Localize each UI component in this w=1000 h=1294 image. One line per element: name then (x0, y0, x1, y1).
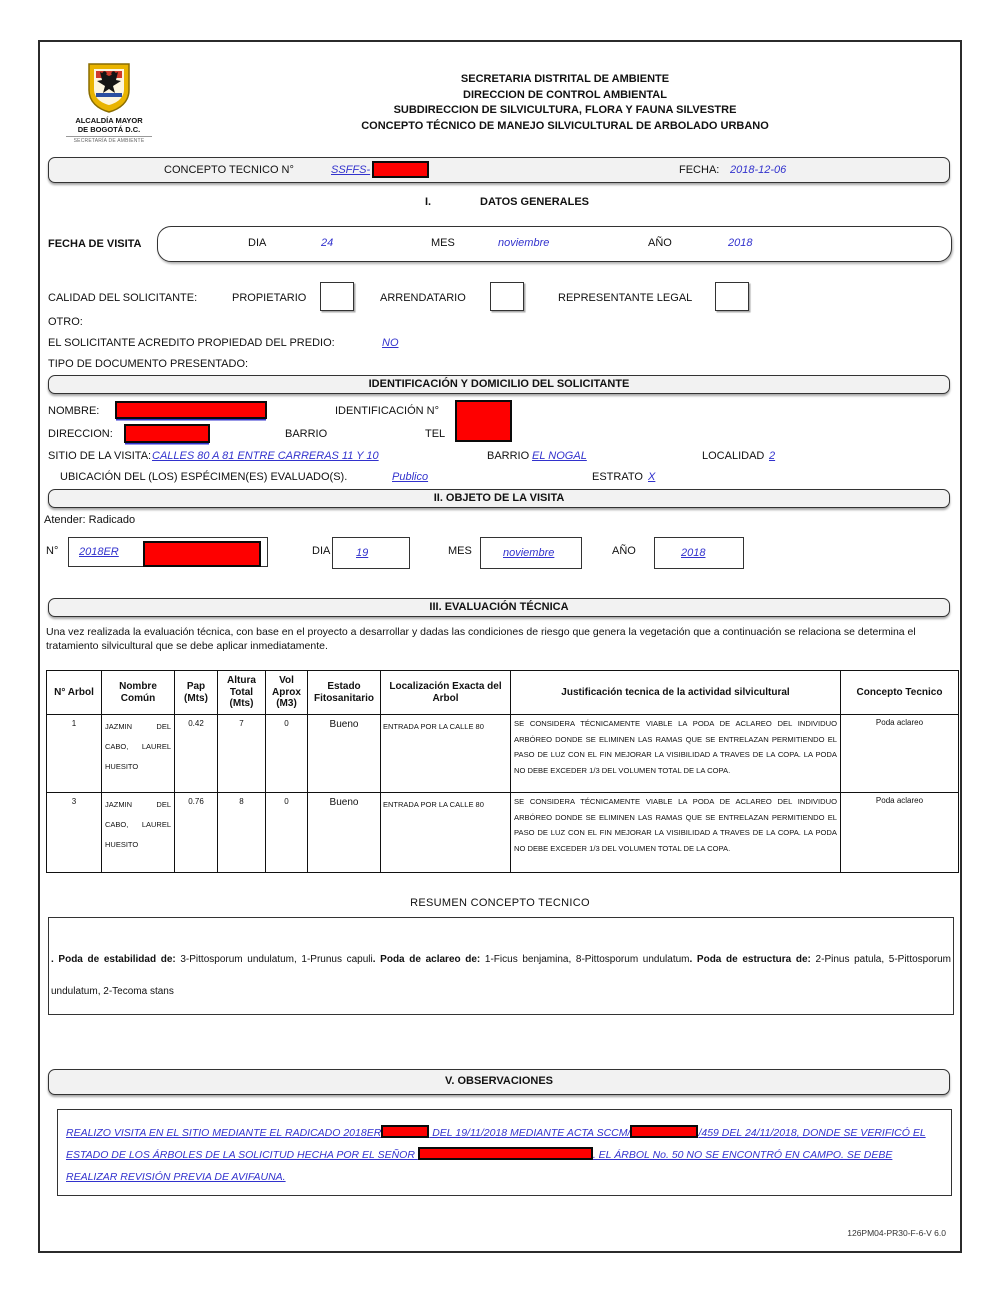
tipo-documento-label: TIPO DE DOCUMENTO PRESENTADO: (48, 358, 249, 370)
observaciones-paragraph (58, 1110, 951, 1188)
objeto-dia-field[interactable] (332, 537, 410, 569)
checkbox-representante-legal[interactable] (715, 282, 749, 311)
checkbox-arrendatario[interactable] (490, 282, 524, 311)
col-header-nombre-comun: Nombre Común (102, 671, 175, 715)
observaciones-section-title: V. OBSERVACIONES (445, 1075, 553, 1087)
objeto-mes-label: MES (448, 545, 472, 557)
title-line-1: SECRETARIA DISTRITAL DE AMBIENTE (460, 73, 670, 85)
cell-nombre: JAZMIN DEL CABO, LAUREL HUESITO (102, 793, 175, 873)
cell-concepto: Poda aclareo (841, 715, 959, 793)
evaluacion-intro-paragraph: Una vez realizada la evaluación técnica, con base en el proyecto a desarrollar y dadas las condiciones de riesgo que genera la vegetación que a continuación se relaciona se determina el tratamiento silvicultural que se debe aplicar inmediatamente. (46, 626, 916, 652)
form-code-footer: 126PM04-PR30-F-6-V 6.0 (847, 1228, 946, 1238)
document-title-block (210, 72, 920, 134)
opcion-representante-label: REPRESENTANTE LEGAL (558, 292, 693, 304)
resumen-seg: 1-Ficus benjamina, 8-Pittosporum undulatum (484, 954, 690, 965)
redaction-box (455, 400, 512, 442)
acredito-value[interactable]: NO (382, 337, 399, 349)
fecha-label: FECHA: (679, 164, 720, 176)
objeto-mes-value: noviembre (503, 547, 555, 559)
resumen-seg: 3-Pittosporum undulatum, 1-Prunus capuli (180, 954, 373, 965)
observaciones-section-band (48, 1069, 950, 1095)
redaction-box (418, 1147, 593, 1160)
cell-num: 1 (47, 715, 102, 793)
ubicacion-label: UBICACIÓN DEL (LOS) ESPÉCIMEN(ES) EVALUADO(S). (60, 471, 348, 483)
acredito-label: EL SOLICITANTE ACREDITO PROPIEDAD DEL PREDIO: (48, 337, 335, 349)
section-title-datos-generales: DATOS GENERALES (480, 196, 589, 208)
cell-estado: Bueno (308, 715, 381, 793)
estrato-value[interactable]: X (648, 471, 656, 483)
opcion-arrendatario-label: ARRENDATARIO (380, 292, 466, 304)
tel-label: TEL (425, 428, 446, 440)
observaciones-box (57, 1109, 952, 1196)
cell-num: 3 (47, 793, 102, 873)
resumen-seg: 2-Pinus patula, 5-Pittosporum undulatum, 2-Tecoma stans (51, 954, 952, 997)
cell-pap: 0.42 (175, 715, 218, 793)
evaluacion-section-title: III. EVALUACIÓN TÉCNICA (429, 601, 569, 613)
direccion-label: DIRECCION: (48, 428, 113, 440)
obs-seg: REALIZO VISITA EN EL SITIO MEDIANTE EL RADICADO 2018ER (66, 1127, 382, 1139)
fecha-visita-label: FECHA DE VISITA (48, 238, 142, 250)
cell-localizacion: ENTRADA POR LA CALLE 80 (381, 715, 511, 793)
logo-text-line1: ALCALDÍA MAYOR (75, 116, 143, 125)
ano-value[interactable]: 2018 (728, 237, 753, 249)
fecha-value: 2018-12-06 (730, 164, 787, 176)
cell-justificacion: SE CONSIDERA TÉCNICAMENTE VIABLE LA PODA DE ACLAREO DEL INDIVIDUO ARBÓREO DONDE SE ELIMINEN LAS RAMAS QUE SE ENTRELAZAN PERMITIENDO EL PASO DE LUZ CON EL FIN MEJORAR LA VISIBILIDAD A TRAVES DE LA COPA. LA PODA NO DEBE EXCEDER 1/3 DEL VOLUMEN TOTAL DE LA COPA. (511, 793, 841, 873)
redaction-box (143, 541, 261, 567)
evaluacion-section-band (48, 598, 950, 617)
evaluacion-table (46, 670, 959, 873)
objeto-ano-value: 2018 (681, 547, 706, 559)
resumen-seg-bold: . Poda de estabilidad de: (51, 954, 181, 965)
identificacion-section-title: IDENTIFICACIÓN Y DOMICILIO DEL SOLICITANTE (368, 378, 630, 390)
resumen-paragraph (49, 918, 953, 1008)
resumen-seg-bold: . Poda de estructura de: (689, 954, 816, 965)
objeto-ano-field[interactable] (654, 537, 744, 569)
fecha-visita-box (157, 226, 952, 262)
col-header-vol-aprox: Vol Aprox (M3) (266, 671, 308, 715)
concepto-numero-label: CONCEPTO TECNICO N° (164, 164, 294, 176)
col-header-justificacion: Justificación tecnica de la actividad silvicultural (511, 671, 841, 715)
identificacion-section-band (48, 375, 950, 394)
cell-justificacion: SE CONSIDERA TÉCNICAMENTE VIABLE LA PODA DE ACLAREO DEL INDIVIDUO ARBÓREO DONDE SE ELIMINEN LAS RAMAS QUE SE ENTRELAZAN PERMITIENDO EL PASO DE LUZ CON EL FIN MEJORAR LA VISIBILIDAD A TRAVES DE LA COPA. LA PODA NO DEBE EXCEDER 1/3 DEL VOLUMEN TOTAL DE LA COPA. (511, 715, 841, 793)
logo-text-line3: SECRETARÍA DE AMBIENTE (66, 136, 152, 144)
document-page (38, 40, 962, 1253)
objeto-dia-label: DIA (312, 545, 331, 557)
dia-label: DIA (248, 237, 267, 249)
obs-seg: DEL 19/11/2018 MEDIANTE ACTA SCCM/ (429, 1127, 631, 1139)
ano-label: AÑO (648, 237, 672, 249)
atender-text: Atender: Radicado (44, 514, 136, 526)
section-number-i: I. (425, 196, 432, 208)
cell-estado: Bueno (308, 793, 381, 873)
redaction-box (115, 401, 267, 419)
title-line-3: SUBDIRECCION DE SILVICULTURA, FLORA Y FAUNA SILVESTRE (393, 104, 737, 116)
mes-value[interactable]: noviembre (498, 237, 550, 249)
radicado-numero-label: N° (46, 545, 59, 557)
table-header-row (47, 671, 959, 715)
opcion-propietario-label: PROPIETARIO (232, 292, 307, 304)
redaction-box (372, 161, 429, 178)
objeto-ano-label: AÑO (612, 545, 636, 557)
title-line-4: CONCEPTO TÉCNICO DE MANEJO SILVICULTURAL DE ARBOLADO URBANO (361, 119, 769, 132)
redaction-box (630, 1125, 698, 1138)
cell-localizacion: ENTRADA POR LA CALLE 80 (381, 793, 511, 873)
logo-text-line2: DE BOGOTÁ D.C. (77, 125, 141, 134)
resumen-title: RESUMEN CONCEPTO TECNICO (410, 897, 590, 909)
sitio-visita-label: SITIO DE LA VISITA: (48, 450, 152, 462)
ubicacion-value[interactable]: Publico (392, 471, 429, 483)
barrio-visita-value[interactable]: EL NOGAL (532, 450, 587, 462)
concepto-numero-band (48, 157, 950, 183)
objeto-mes-field[interactable] (480, 537, 582, 569)
objeto-section-band (48, 489, 950, 508)
objeto-section-title: II. OBJETO DE LA VISITA (433, 492, 565, 504)
table-row (47, 715, 959, 793)
calidad-solicitante-label: CALIDAD DEL SOLICITANTE: (48, 292, 198, 304)
checkbox-propietario[interactable] (320, 282, 354, 311)
dia-value[interactable]: 24 (321, 237, 334, 249)
otro-label: OTRO: (48, 316, 83, 328)
cell-vol: 0 (266, 793, 308, 873)
sitio-visita-value[interactable]: CALLES 80 A 81 ENTRE CARRERAS 11 Y 10 (152, 450, 379, 462)
col-header-localizacion: Localización Exacta del Arbol (381, 671, 511, 715)
resumen-box (48, 917, 954, 1015)
bogota-logo (66, 62, 152, 144)
cell-altura: 7 (218, 715, 266, 793)
title-line-2: DIRECCION DE CONTROL AMBIENTAL (463, 88, 667, 101)
objeto-dia-value: 19 (356, 547, 369, 559)
resumen-seg-bold: . Poda de aclareo de: (372, 954, 485, 965)
nombre-label: NOMBRE: (48, 405, 100, 417)
radicado-numero-value: 2018ER (79, 546, 119, 558)
estrato-label: ESTRATO (592, 471, 643, 483)
col-header-num-arbol: N° Arbol (47, 671, 102, 715)
bogota-coat-of-arms-icon (86, 62, 132, 114)
concepto-numero-value: SSFFS- (331, 164, 371, 176)
identificacion-numero-label: IDENTIFICACIÓN N° (335, 405, 440, 417)
col-header-pap: Pap (Mts) (175, 671, 218, 715)
cell-altura: 8 (218, 793, 266, 873)
mes-label: MES (431, 237, 455, 249)
table-row (47, 793, 959, 873)
redaction-box (124, 424, 210, 443)
cell-vol: 0 (266, 715, 308, 793)
col-header-altura-total: Altura Total (Mts) (218, 671, 266, 715)
radicado-numero-field[interactable] (68, 537, 268, 567)
redaction-box (381, 1125, 429, 1138)
cell-concepto: Poda aclareo (841, 793, 959, 873)
localidad-label: LOCALIDAD (702, 450, 765, 462)
barrio-label: BARRIO (285, 428, 328, 440)
barrio-visita-label: BARRIO (487, 450, 530, 462)
col-header-estado-fitosanitario: Estado Fitosanitario (308, 671, 381, 715)
localidad-value[interactable]: 2 (769, 450, 776, 462)
obs-seg: . EL ÁRBOL No. 50 NO SE ENCONTRÓ EN CAMPO. SE DEBE REALIZAR REVISIÓN PREVIA DE AVIFAUNA. (66, 1149, 893, 1183)
col-header-concepto-tecnico: Concepto Tecnico (841, 671, 959, 715)
cell-pap: 0.76 (175, 793, 218, 873)
obs-seg: /459 DEL 24/11/2018, DONDE SE VERIFICÓ EL ESTADO DE LOS ÁRBOLES DE LA SOLICITUD HECHA POR EL SEÑOR (66, 1127, 926, 1161)
cell-nombre: JAZMIN DEL CABO, LAUREL HUESITO (102, 715, 175, 793)
